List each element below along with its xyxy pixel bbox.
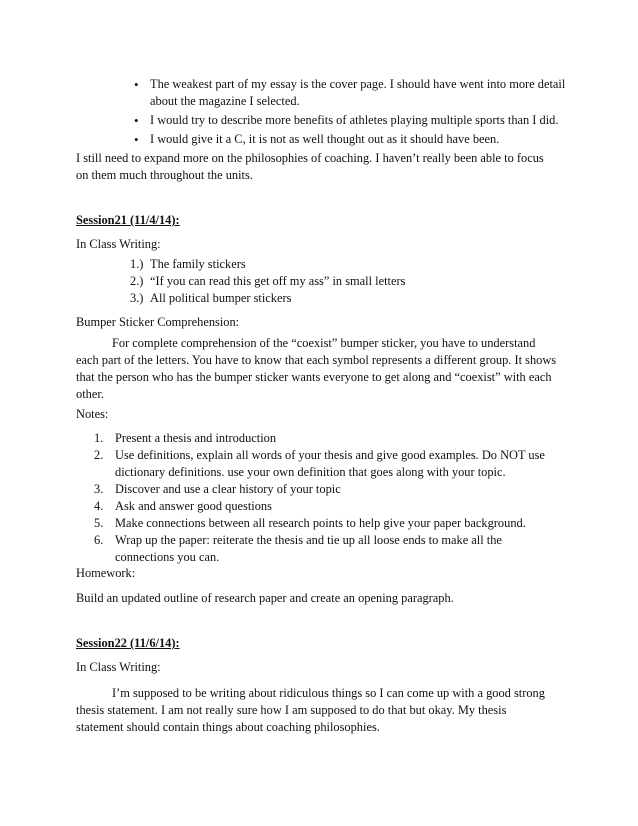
list-item [130,290,550,307]
notes-list [94,430,554,566]
session21-heading: Session21 (11/4/14): [76,213,180,227]
list-number: 3. [94,482,104,496]
list-number: 6. [94,533,104,547]
list-number: 2. [94,448,104,462]
list-item [94,532,554,566]
list-text: Ask and answer good questions [115,499,272,513]
list-item [130,256,550,273]
list-text: “If you can read this get off my ass” in small letters [150,274,406,288]
list-number: 1. [94,431,104,445]
notes-label: Notes: [76,407,109,421]
list-number: 3.) [130,291,144,305]
list-text: Wrap up the paper: reiterate the thesis and tie up all loose ends to make all the connections you can. [115,533,502,564]
list-number: 1.) [130,257,144,271]
session21-in-class-label: In Class Writing: [76,237,161,251]
list-item [94,447,554,481]
comprehension-paragraph: For complete comprehension of the “coexist” bumper sticker, you have to understand each part of the letters. You have to know that each symbol represents a different group. It shows that the person who has the bumper sticker wants everyone to get along and “coexist” with each other. [76,336,557,401]
list-item: • I would try to describe more benefits of athletes playing multiple sports than I did. [134,112,574,129]
list-text: Discover and use a clear history of your topic [115,482,341,496]
list-item [130,273,550,290]
list-text: Make connections between all research points to help give your paper background. [115,516,526,530]
homework-text: Build an updated outline of research paper and create an opening paragraph. [76,591,454,605]
sticker-list [130,256,550,307]
summary-paragraph: I still need to expand more on the philosophies of coaching. I haven’t really been able to focus on them much throughout the units. [76,151,544,182]
reflection-bullet-list [134,76,574,148]
list-number: 2.) [130,274,144,288]
list-item [94,515,554,532]
list-text: All political bumper stickers [150,291,292,305]
session22-heading: Session22 (11/6/14): [76,636,180,650]
list-item [94,430,554,447]
session22-in-class-label: In Class Writing: [76,660,161,674]
list-item [94,498,554,515]
homework-label: Homework: [76,566,136,580]
list-text: Use definitions, explain all words of your thesis and give good examples. Do NOT use dictionary definitions. use your own definition that goes along with your topic. [115,448,545,479]
list-item: • I would give it a C, it is not as well thought out as it should have been. [134,131,574,148]
list-number: 5. [94,516,104,530]
list-item [94,481,554,498]
list-item: • The weakest part of my essay is the cover page. I should have went into more detail about the magazine I selected. [134,76,574,110]
list-text: The family stickers [150,257,246,271]
comprehension-label: Bumper Sticker Comprehension: [76,315,240,329]
list-text: Present a thesis and introduction [115,431,277,445]
list-number: 4. [94,499,104,513]
session22-paragraph: I’m supposed to be writing about ridiculous things so I can come up with a good strong thesis statement. I am not really sure how I am supposed to do that but okay. My thesis statement should contain things about coaching philosophies. [76,686,545,734]
